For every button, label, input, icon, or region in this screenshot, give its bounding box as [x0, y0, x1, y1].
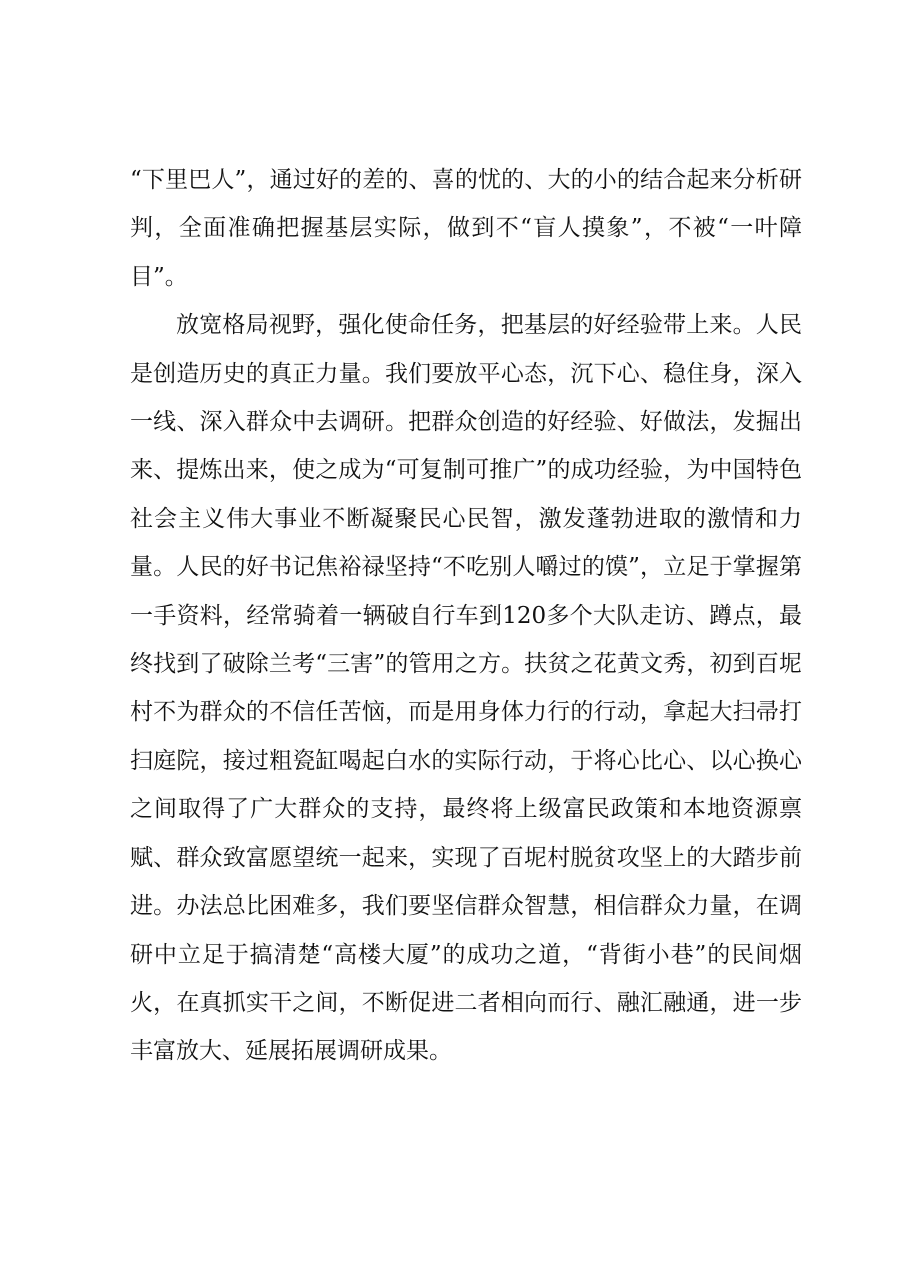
paragraph-1: “下里巴人”，通过好的差的、喜的忧的、大的小的结合起来分析研判，全面准确把握基层实际，做到不“盲人摸象”，不被“一叶障目”。 — [130, 167, 802, 290]
paragraph-2: 放宽格局视野，强化使命任务，把基层的好经验带上来。人民是创造历史的真正力量。我们要放平心态，沉下心、稳住身，深入一线、深入群众中去调研。把群众创造的好经验、好做法，发掘出来、提炼出来，使之成为“可复制可推广”的成功经验，为中国特色社会主义伟大事业不断凝聚民心民智，激发蓬勃进取的激情和力量。人民的好书记焦裕禄坚持“不吃别人嚼过的馍”，立足于掌握第一手资料，经常骑着一辆破自行车到120多个大队走访、蹲点，最终找到了破除兰考“三害”的管用之方。扶贫之花黄文秀，初到百坭村不为群众的不信任苦恼，而是用身体力行的行动，拿起大扫帚打扫庭院，接过粗瓷缸喝起白水的实际行动，于将心比心、以心换心之间取得了广大群众的支持，最终将上级富民政策和本地资源禀赋、群众致富愿望统一起来，实现了百坭村脱贫攻坚上的大踏步前进。办法总比困难多，我们要坚信群众智慧，相信群众力量，在调研中立足于搞清楚“高楼大厦”的成功之道，“背街小巷”的民间烟火，在真抓实干之间，不断促进二者相向而行、融汇融通，进一步丰富放大、延展拓展调研成果。 — [130, 312, 802, 1065]
body-text — [130, 156, 802, 1076]
